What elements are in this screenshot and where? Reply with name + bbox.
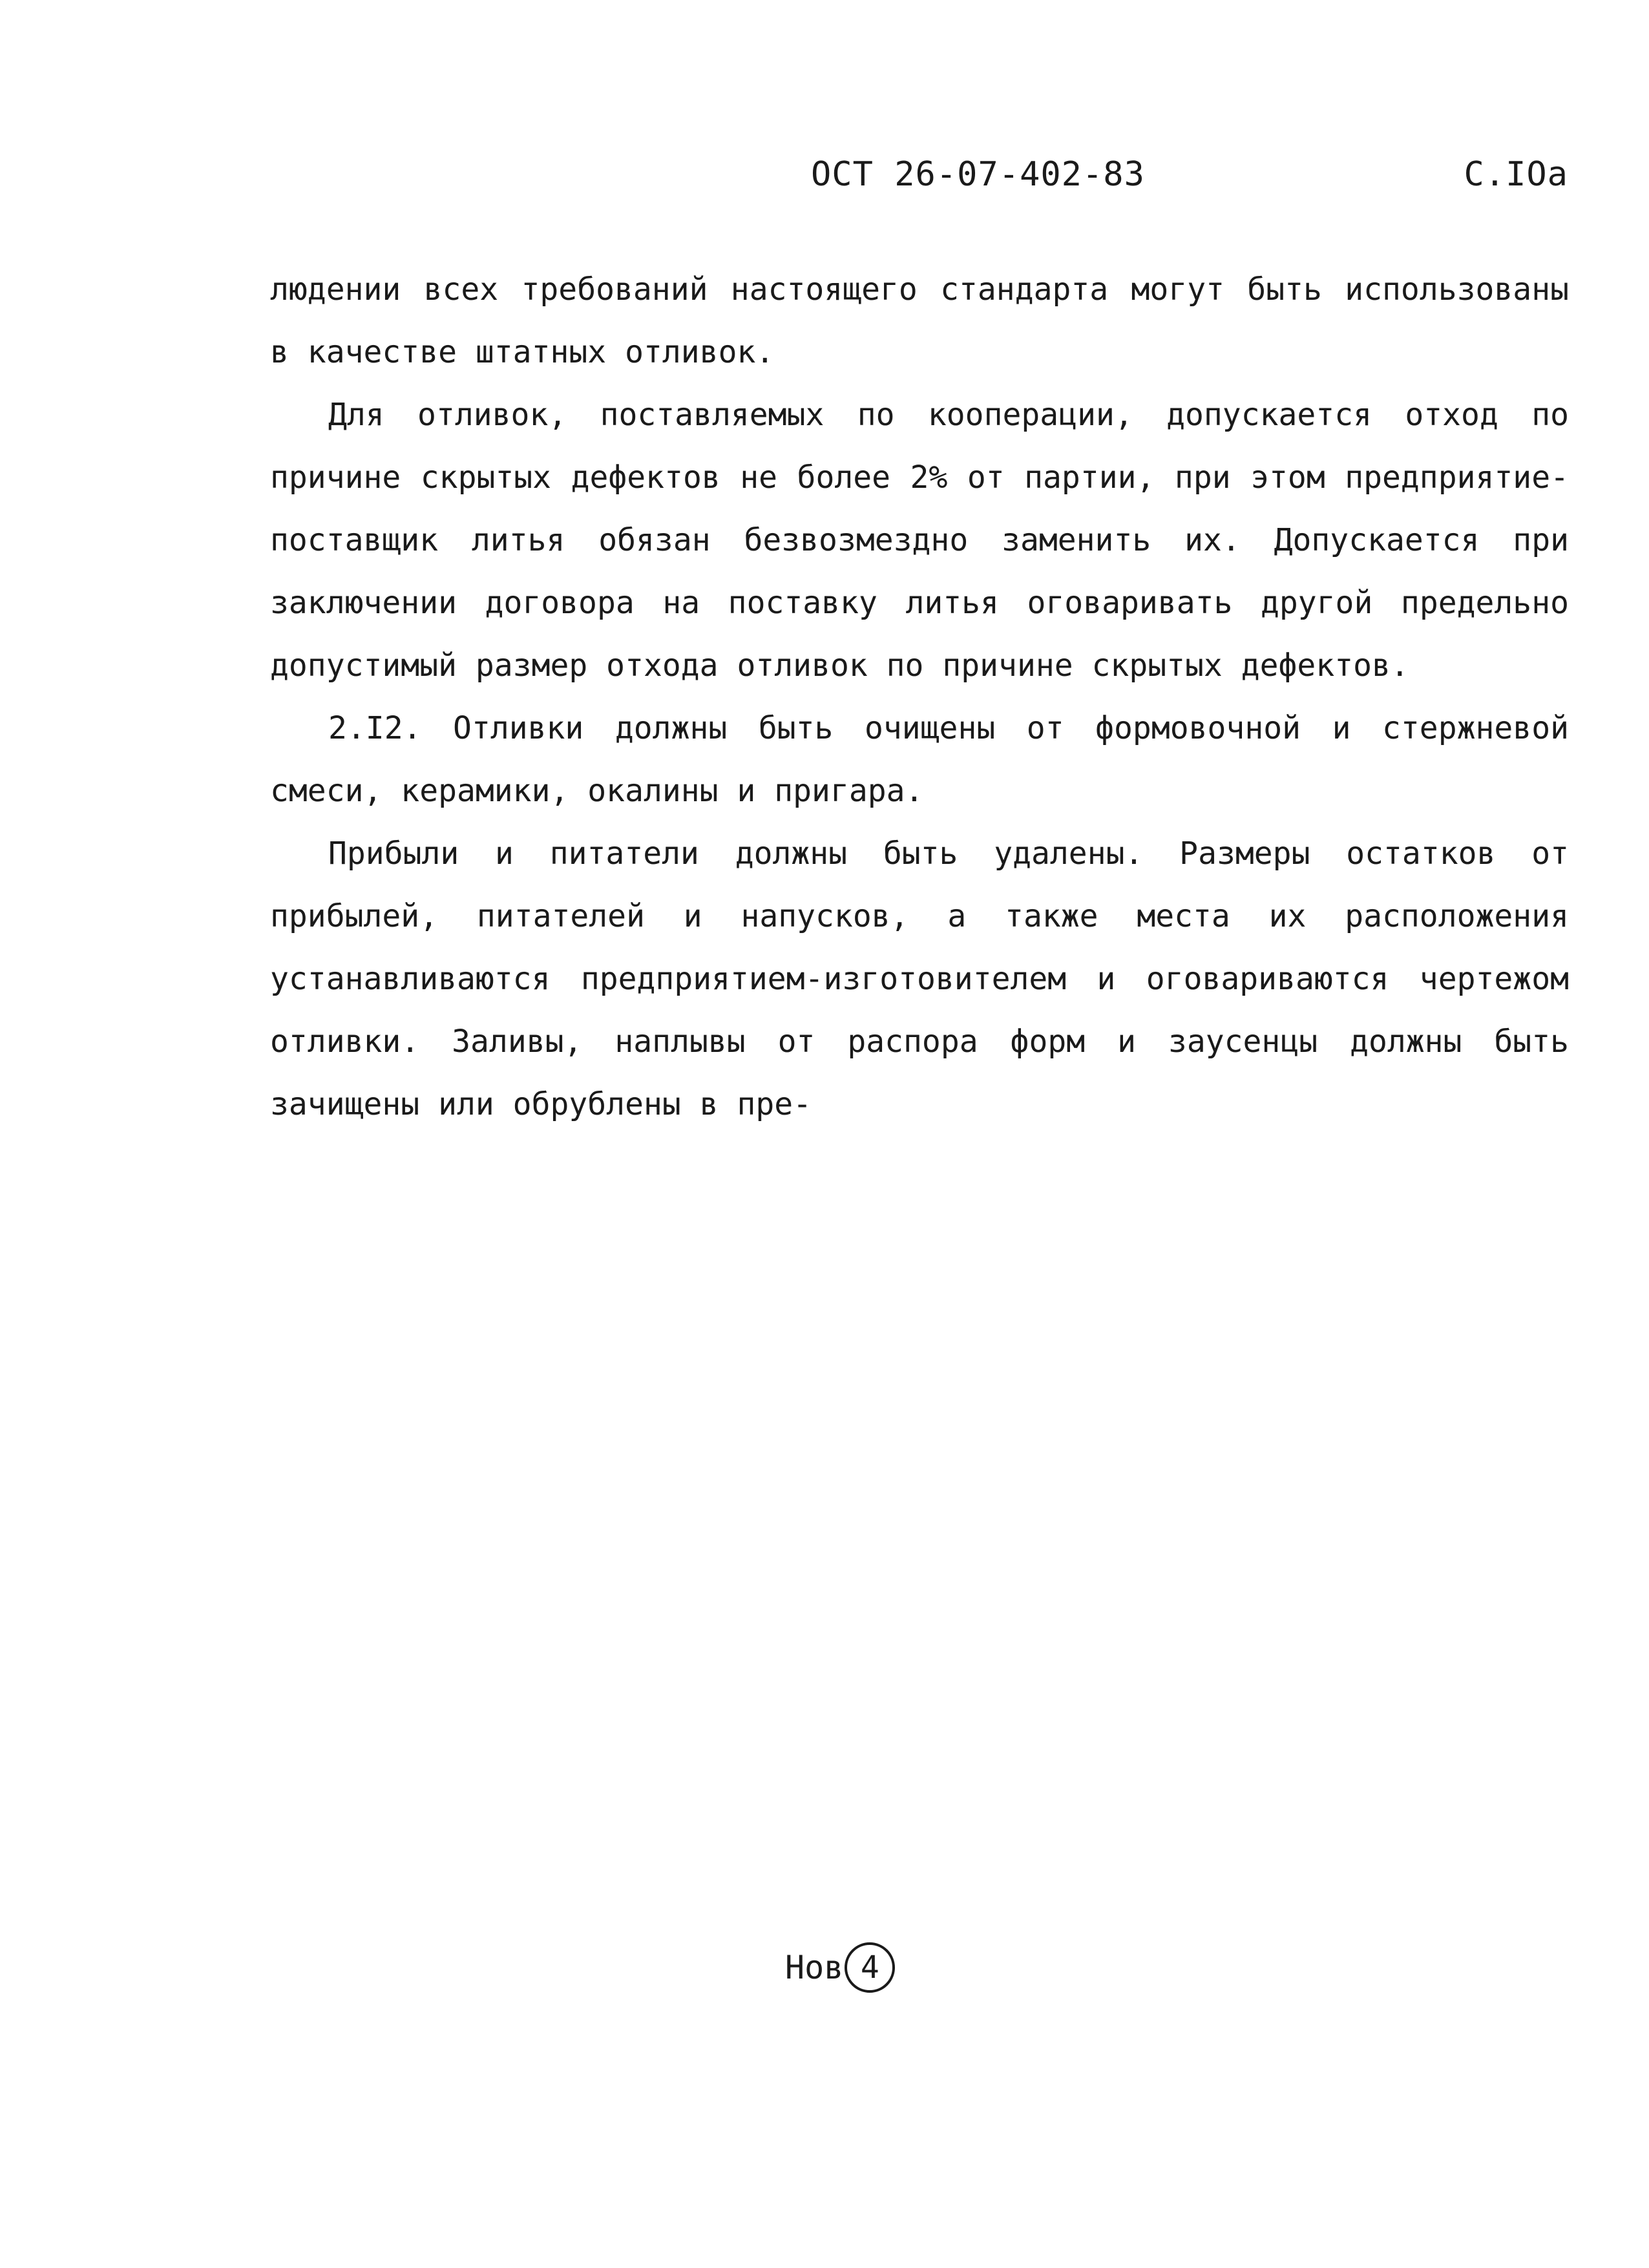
- page-header: [0, 155, 1649, 207]
- page-number: С.IОа: [1464, 155, 1568, 194]
- paragraph-3: 2.I2. Отливки должны быть очищены от формовочной и стержневой смеси, керамики, окалины и пригара.: [270, 710, 1569, 809]
- paragraph-2: Для отливок, поставляемых по кооперации, допускается отход по причине скрытых дефектов не более 2% от партии, при этом предприятие-поставщик литья обязан безвозмездно заменить их. Допускается при заключении договора на поставку литья оговаривать другой предельно допустимый размер отхода отливок по причине скрытых дефектов.: [270, 397, 1569, 684]
- revision-number-circle: 4: [845, 1942, 895, 1993]
- body-text: [270, 258, 1569, 1136]
- paragraph-4: Прибыли и питатели должны быть удалены. Размеры остатков от прибылей, питателей и напусков, а также места их расположения устанавливаются предприятием-изготовителем и оговариваются чертежом отливки. Заливы, наплывы от распора форм и заусенцы должны быть зачищены или обрублены в пре-: [270, 835, 1569, 1122]
- revision-label: Нов: [785, 1949, 844, 1986]
- document-code: ОСТ 26-07-402-83: [811, 155, 1145, 194]
- revision-mark: [785, 1938, 895, 1997]
- paragraph-1: людении всех требований настоящего стандарта могут быть использованы в качестве штатных отливок.: [270, 271, 1569, 370]
